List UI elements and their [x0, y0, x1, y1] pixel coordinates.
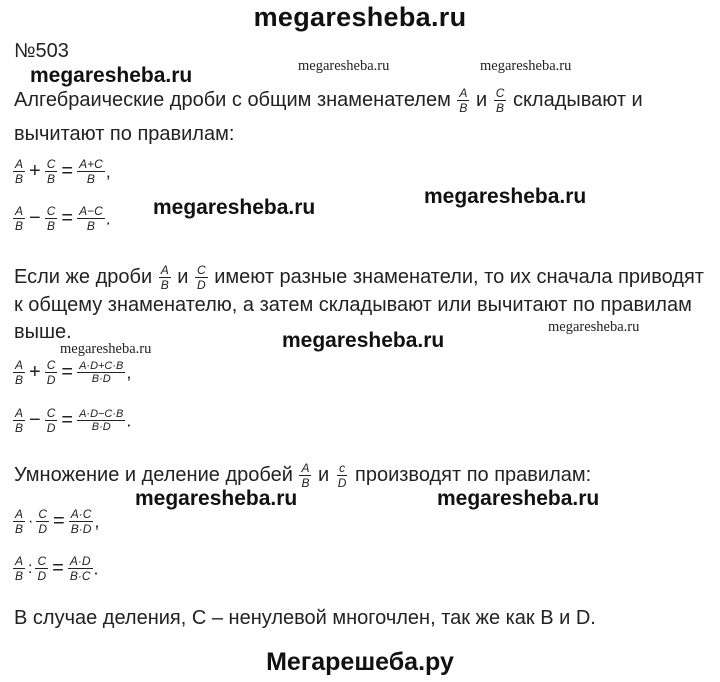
numerator: A: [160, 263, 169, 277]
numerator: C: [46, 157, 56, 171]
minus-sign: −: [29, 207, 41, 230]
numerator: A: [459, 86, 468, 100]
denominator: D: [197, 278, 206, 293]
site-title: megaresheba.ru: [253, 2, 467, 32]
denominator: B: [86, 172, 95, 187]
numerator: A: [15, 554, 24, 568]
colon-sign: :: [28, 559, 33, 577]
fraction: [13, 157, 25, 187]
paragraph-line: вычитают по правилам:: [14, 123, 235, 145]
fraction: [69, 507, 94, 537]
denominator: B: [15, 373, 24, 388]
watermark: megaresheba.ru: [298, 58, 390, 74]
numerator: A: [15, 507, 24, 521]
watermark: megaresheba.ru: [30, 64, 193, 87]
denominator: B: [15, 172, 24, 187]
fraction: [35, 554, 48, 584]
numerator: A·D+C·B: [79, 359, 124, 372]
denominator: D: [38, 522, 48, 537]
fraction: [13, 204, 25, 234]
text-span: и: [475, 89, 488, 112]
equals-sign: =: [61, 361, 74, 384]
fraction: [13, 554, 25, 584]
paragraph-line: [14, 461, 591, 491]
punctuation: ,: [94, 511, 100, 532]
watermark: megaresheba.ru: [480, 58, 572, 74]
formula-addition-same-denominator: [12, 157, 111, 187]
paragraph-line: выше.: [14, 321, 72, 343]
formula-division: [12, 554, 99, 584]
fraction: [77, 157, 105, 187]
denominator: B: [47, 172, 56, 187]
fraction: [45, 204, 58, 234]
equals-sign: =: [53, 510, 65, 533]
equals-sign: =: [61, 409, 74, 432]
paragraph-line: [14, 86, 643, 116]
watermark: megaresheba.ru: [437, 487, 600, 510]
numerator: C: [37, 554, 47, 568]
denominator: B: [86, 219, 95, 234]
formula-subtraction-different-denominators: [12, 406, 131, 436]
minus-sign: −: [29, 409, 41, 432]
punctuation: ,: [126, 362, 132, 383]
numerator: A+C: [79, 157, 103, 171]
numerator: A·D−C·B: [79, 407, 124, 420]
fraction: [457, 86, 469, 116]
denominator: B: [301, 476, 310, 491]
numerator: A·C: [70, 507, 92, 521]
numerator: C: [495, 86, 505, 100]
fraction: [13, 358, 25, 388]
text-span: складывают и: [512, 89, 643, 112]
fraction: [77, 204, 105, 234]
watermark: megaresheba.ru: [424, 185, 587, 208]
text-span: Умножение и деление дробей: [14, 464, 293, 487]
denominator: B: [47, 219, 56, 234]
text-span: имеют разные знаменатели, то их сначала приводят: [214, 266, 704, 289]
numerator: C: [46, 358, 56, 372]
paragraph-line: В случае деления, C – ненулевой многочлен, так же как B и D.: [14, 607, 596, 629]
plus-sign: +: [29, 160, 41, 183]
dot-sign: ·: [28, 512, 34, 530]
numerator: C: [38, 507, 48, 521]
numerator: A: [15, 157, 24, 171]
fraction: [299, 461, 311, 491]
fraction: [494, 86, 507, 116]
paragraph-line: к общему знаменателю, а затем складывают или вычитают по правилам: [14, 294, 692, 316]
text-span: и: [177, 266, 189, 289]
formula-addition-different-denominators: [12, 358, 131, 388]
denominator: D: [46, 373, 56, 388]
fraction: [36, 507, 49, 537]
fraction: [77, 360, 125, 386]
numerator: A·D: [69, 554, 91, 568]
denominator: B: [15, 522, 24, 537]
denominator: B·D: [70, 522, 92, 537]
denominator: B·C: [69, 569, 91, 584]
text-span: и: [318, 464, 330, 487]
watermark: megaresheba.ru: [135, 487, 298, 510]
problem-number: №503: [14, 40, 69, 62]
fraction: [159, 263, 171, 293]
equals-sign: =: [52, 557, 64, 580]
numerator: C: [46, 204, 56, 218]
fraction: [13, 406, 25, 436]
fraction: [45, 406, 58, 436]
watermark: megaresheba.ru: [153, 196, 316, 219]
plus-sign: +: [29, 361, 41, 384]
watermark: megaresheba.ru: [548, 319, 640, 335]
paragraph-line: [14, 263, 704, 293]
numerator: A: [15, 358, 24, 372]
text-span: производят по правилам:: [355, 464, 592, 487]
denominator: D: [37, 569, 47, 584]
fraction: [195, 263, 208, 293]
numerator: A−C: [79, 204, 103, 218]
denominator: B: [160, 278, 169, 293]
formula-multiplication: [12, 507, 99, 537]
numerator: C: [46, 406, 56, 420]
fraction: [45, 157, 58, 187]
numerator: A: [301, 461, 310, 475]
denominator: B: [15, 569, 24, 584]
fraction: [336, 461, 349, 491]
fraction: [68, 554, 93, 584]
punctuation: ,: [105, 161, 111, 182]
punctuation: .: [93, 558, 99, 579]
fraction: [13, 507, 25, 537]
numerator: A: [15, 204, 24, 218]
denominator: B: [459, 101, 468, 116]
fraction: [77, 408, 125, 434]
denominator: B: [15, 219, 24, 234]
punctuation: .: [105, 208, 111, 229]
numerator: C: [197, 263, 206, 277]
denominator: B: [15, 421, 24, 436]
text-span: Если же дроби: [14, 266, 153, 289]
numerator: c: [339, 461, 346, 475]
watermark: megaresheba.ru: [282, 329, 445, 352]
equals-sign: =: [61, 160, 74, 183]
denominator: B: [496, 101, 505, 116]
denominator: D: [337, 476, 347, 491]
fraction: [45, 358, 58, 388]
denominator: B·D: [91, 373, 111, 386]
footer-title: Мегарешеба.ру: [266, 648, 454, 676]
watermark: megaresheba.ru: [60, 341, 152, 357]
numerator: A: [15, 406, 24, 420]
denominator: D: [46, 421, 56, 436]
denominator: B·D: [91, 421, 111, 434]
text-span: Алгебраические дроби с общим знаменателем: [14, 89, 451, 112]
punctuation: .: [126, 410, 132, 431]
equals-sign: =: [61, 207, 74, 230]
formula-subtraction-same-denominator: [12, 204, 111, 234]
